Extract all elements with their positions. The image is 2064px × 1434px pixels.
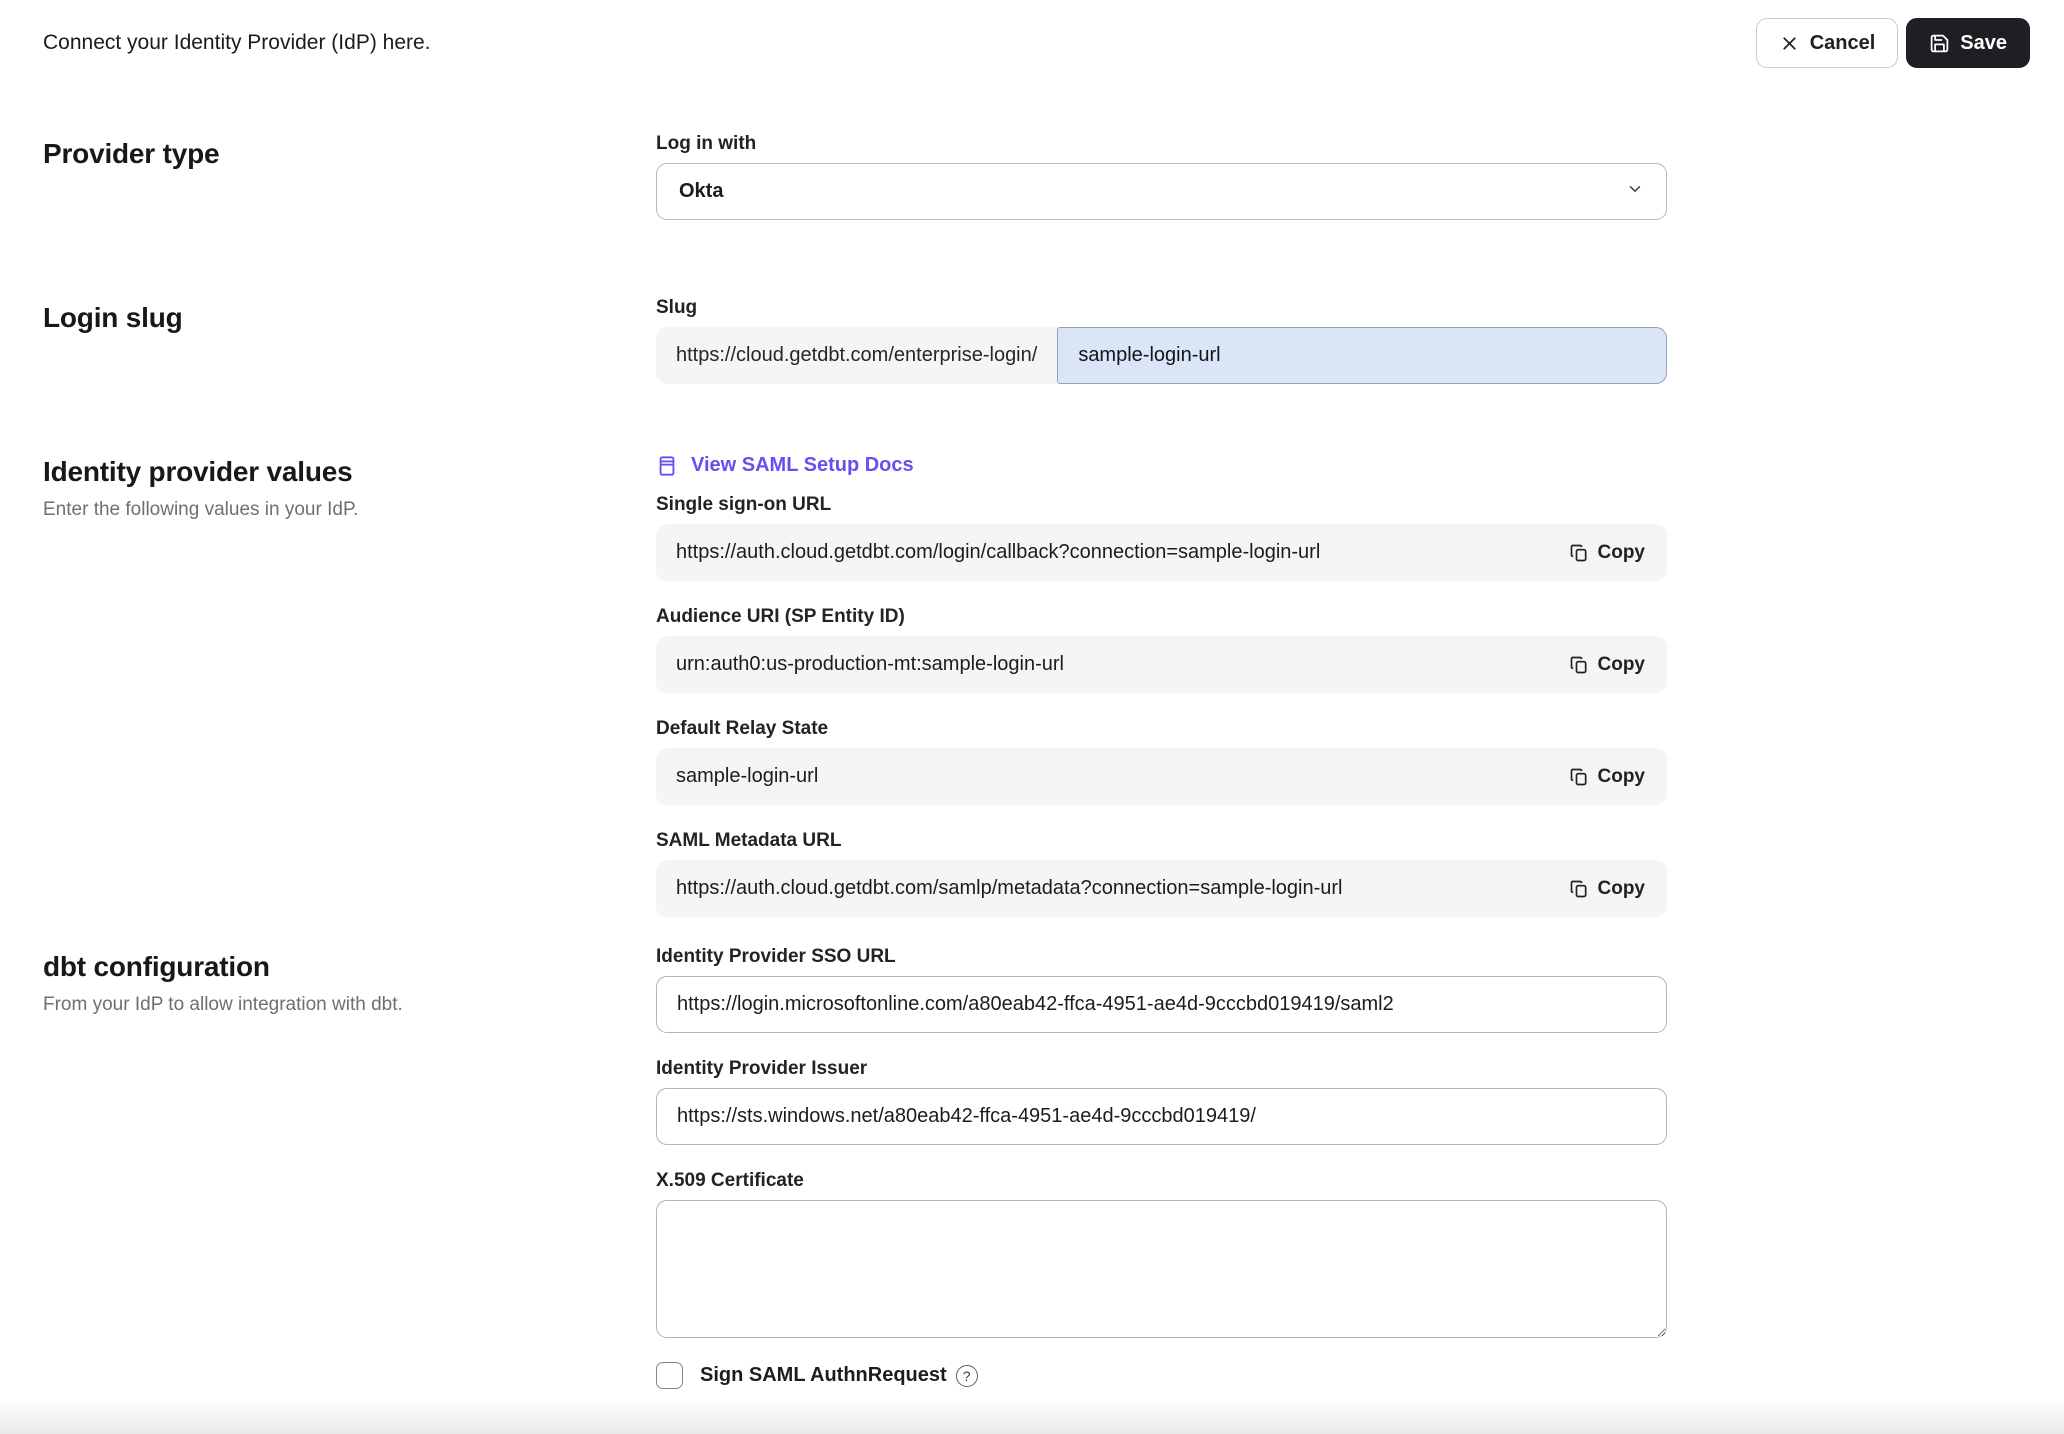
idp-sso-url-input[interactable] [656, 976, 1667, 1033]
provider-type-section [43, 132, 2064, 220]
sso-url-value-box [656, 524, 1667, 581]
sso-url-value: https://auth.cloud.getdbt.com/login/callback?connection=sample-login-url [676, 541, 1321, 563]
copy-button-label: Copy [1597, 653, 1645, 675]
docs-icon [656, 455, 678, 477]
bottom-fade-gradient [0, 1400, 2064, 1434]
dbt-configuration-section [43, 945, 2064, 1389]
x509-certificate-label: X.509 Certificate [656, 1170, 804, 1191]
idp-sso-url-field [656, 945, 1667, 1033]
copy-icon [1569, 767, 1589, 787]
audience-uri-field [656, 605, 1667, 693]
relay-state-value-box [656, 748, 1667, 805]
metadata-url-copy-button[interactable] [1567, 878, 1648, 900]
sign-authnrequest-checkbox[interactable] [656, 1362, 683, 1389]
x509-certificate-field [656, 1169, 1667, 1338]
slug-field [656, 327, 1667, 384]
save-button-label: Save [1960, 31, 2007, 54]
slug-label: Slug [656, 297, 698, 318]
login-slug-section [43, 296, 2064, 384]
chevron-down-icon [1626, 180, 1644, 203]
idp-issuer-label: Identity Provider Issuer [656, 1058, 868, 1079]
copy-icon [1569, 879, 1589, 899]
metadata-url-value: https://auth.cloud.getdbt.com/samlp/metadata?connection=sample-login-url [676, 877, 1343, 899]
close-icon [1779, 33, 1800, 54]
relay-state-label: Default Relay State [656, 718, 829, 739]
page-description: Connect your Identity Provider (IdP) here. [43, 31, 431, 54]
relay-state-copy-button[interactable] [1567, 766, 1648, 788]
idp-issuer-input[interactable] [656, 1088, 1667, 1145]
sign-authnrequest-row [656, 1362, 1667, 1389]
login-with-label: Log in with [656, 133, 757, 154]
idp-values-section [43, 450, 2064, 917]
provider-select[interactable] [656, 163, 1667, 220]
provider-type-heading: Provider type [43, 138, 220, 169]
help-icon[interactable]: ? [956, 1365, 978, 1387]
audience-uri-value-box [656, 636, 1667, 693]
audience-uri-value: urn:auth0:us-production-mt:sample-login-url [676, 653, 1064, 675]
metadata-url-label: SAML Metadata URL [656, 830, 842, 851]
idp-values-heading: Identity provider values [43, 456, 353, 487]
copy-icon [1569, 655, 1589, 675]
slug-input[interactable] [1057, 327, 1667, 384]
copy-button-label: Copy [1597, 877, 1645, 899]
dbt-config-heading: dbt configuration [43, 951, 270, 982]
metadata-url-field [656, 829, 1667, 917]
relay-state-value: sample-login-url [676, 765, 819, 787]
save-icon [1929, 33, 1950, 54]
saml-docs-link[interactable] [656, 454, 914, 477]
copy-button-label: Copy [1597, 541, 1645, 563]
copy-icon [1569, 543, 1589, 563]
audience-uri-copy-button[interactable] [1567, 654, 1648, 676]
dbt-config-subtitle: From your IdP to allow integration with dbt. [43, 994, 403, 1015]
provider-select-value: Okta [679, 180, 724, 202]
slug-url-prefix: https://cloud.getdbt.com/enterprise-login/ [656, 327, 1057, 384]
sso-url-copy-button[interactable] [1567, 542, 1648, 564]
audience-uri-label: Audience URI (SP Entity ID) [656, 606, 905, 627]
idp-issuer-field [656, 1057, 1667, 1145]
cancel-button-label: Cancel [1809, 31, 1876, 54]
sso-url-label: Single sign-on URL [656, 494, 832, 515]
page-header [43, 0, 2064, 68]
x509-certificate-textarea[interactable] [656, 1200, 1667, 1338]
idp-sso-url-label: Identity Provider SSO URL [656, 946, 896, 967]
save-button[interactable] [1906, 18, 2030, 68]
idp-values-subtitle: Enter the following values in your IdP. [43, 499, 359, 520]
login-slug-heading: Login slug [43, 302, 183, 333]
sso-url-field [656, 493, 1667, 581]
relay-state-field [656, 717, 1667, 805]
header-actions [1756, 18, 2030, 68]
copy-button-label: Copy [1597, 765, 1645, 787]
cancel-button[interactable] [1756, 18, 1899, 68]
metadata-url-value-box [656, 860, 1667, 917]
sign-authnrequest-label: Sign SAML AuthnRequest ? [700, 1364, 978, 1387]
saml-docs-link-label: View SAML Setup Docs [691, 454, 914, 476]
